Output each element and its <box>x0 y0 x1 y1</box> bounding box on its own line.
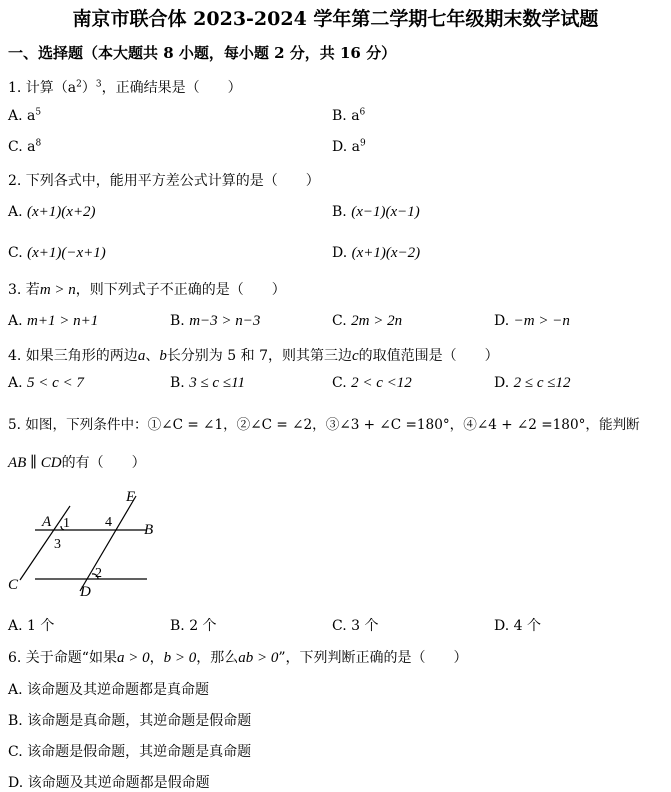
question-5-stem: 5. 如图，下列条件中：①∠C = ∠1，②∠C = ∠2，③∠3 + ∠C =180°，④∠4 + ∠2 =180°，能判断 <box>8 417 640 433</box>
q3-option-c: C. 2m > 2n <box>332 313 403 329</box>
label-d: D <box>80 584 91 600</box>
q1-sup: 2 <box>76 79 82 90</box>
q4-option-a: A. 5 < c < 7 <box>8 375 84 391</box>
q4-option-b: B. 3 ≤ c ≤11 <box>170 375 245 391</box>
q5-option-b: B. 2 个 <box>170 618 217 634</box>
q2-option-a: A. (x+1)(x+2) <box>8 204 96 220</box>
q1-option-c: C. $a^8$ <box>8 138 42 155</box>
label-e: E <box>126 489 136 505</box>
q6-option-a: A. 该命题及其逆命题都是真命题 <box>8 682 210 698</box>
label-angle-2: 2 <box>95 566 102 581</box>
label-a: A <box>42 514 52 530</box>
q4-option-d: D. 2 ≤ c ≤12 <box>494 375 571 391</box>
page-title: 南京市联合体 2023-2024 学年第二学期七年级期末数学试题 <box>72 8 599 30</box>
q3-option-b: B. m−3 > n−3 <box>170 313 261 329</box>
question-3-stem: 3. 若m > n，则下列式子不正确的是（ ） <box>8 282 286 298</box>
label-angle-1: 1 <box>63 516 70 531</box>
label-angle-3: 3 <box>54 537 61 552</box>
section-heading: 一、选择题（本大题共 8 小题，每小题 2 分，共 16 分） <box>8 44 397 62</box>
label-b: B <box>144 522 154 538</box>
q1-option-d: D. $a^9$ <box>332 138 366 155</box>
geometry-figure <box>6 486 166 600</box>
question-1-stem <box>8 77 242 97</box>
q1-stem-part: ，正确结果是（ ） <box>101 80 242 96</box>
q2-option-c: C. (x+1)(−x+1) <box>8 245 106 261</box>
q5-option-a: A. 1 个 <box>8 618 55 634</box>
q3-option-a: A. m+1 > n+1 <box>8 313 99 329</box>
question-2-stem: 2. 下列各式中，能用平方差公式计算的是（ ） <box>8 173 320 189</box>
question-5-stem-line2: AB ∥ CD的有（ ） <box>8 455 146 471</box>
label-angle-4: 4 <box>105 515 112 530</box>
q3-option-d: D. −m > −n <box>494 313 570 329</box>
line-de <box>80 496 136 591</box>
label-c: C <box>8 577 19 593</box>
q6-option-b: B. 该命题是真命题，其逆命题是假命题 <box>8 713 252 729</box>
q6-option-d: D. 该命题及其逆命题都是假命题 <box>8 775 210 791</box>
q5-option-c: C. 3 个 <box>332 618 379 634</box>
q1-option-b: B. $a^6$ <box>332 107 366 124</box>
q1-sup: 3 <box>95 79 102 90</box>
q2-option-b: B. (x−1)(x−1) <box>332 204 420 220</box>
q1-option-a: A. $a^5$ <box>8 107 42 124</box>
q5-option-d: D. 4 个 <box>494 618 541 634</box>
question-6-stem: 6. 关于命题“如果a > 0，b > 0，那么ab > 0”，下列判断正确的是（ ） <box>8 650 468 666</box>
q1-stem-part: 1. 计算（a <box>8 80 77 96</box>
q2-option-d: D. (x+1)(x−2) <box>332 245 421 261</box>
q1-stem-part: ） <box>81 80 96 96</box>
q6-option-c: C. 该命题是假命题，其逆命题是真命题 <box>8 744 252 760</box>
question-4-stem: 4. 如果三角形的两边a、b长分别为 5 和 7，则其第三边c的取值范围是（ ） <box>8 348 499 364</box>
q4-option-c: C. 2 < c <12 <box>332 375 412 391</box>
